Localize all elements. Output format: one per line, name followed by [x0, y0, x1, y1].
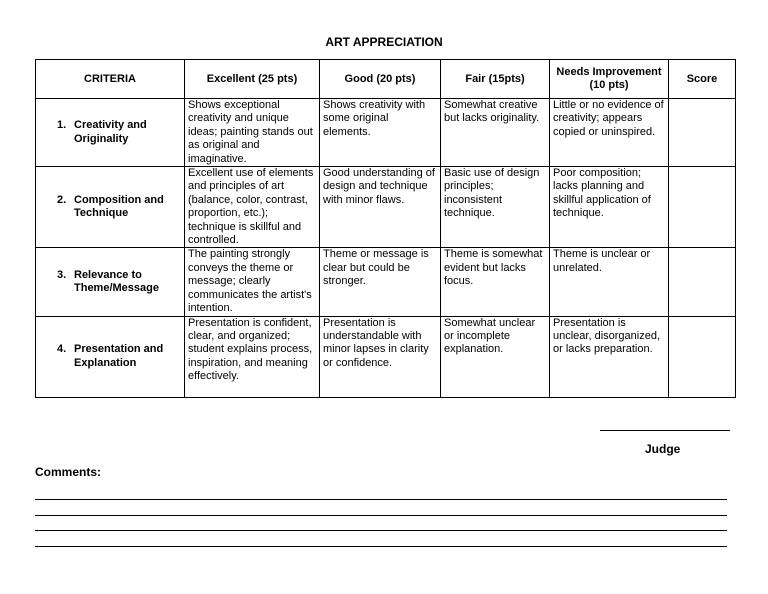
criteria-number: 1. — [57, 119, 67, 132]
judge-signature-line[interactable] — [600, 430, 730, 431]
fair-cell: Basic use of design principles; inconsistent technique. — [441, 167, 550, 248]
criteria-label: Creativity and Originality — [74, 119, 147, 145]
fair-cell: Somewhat creative but lacks originality. — [441, 99, 550, 167]
criteria-cell — [36, 316, 185, 397]
header-needs-improvement: Needs Improvement (10 pts) — [550, 60, 669, 99]
score-cell[interactable] — [669, 316, 736, 397]
header-fair: Fair (15pts) — [441, 60, 550, 99]
comment-line[interactable] — [35, 515, 727, 516]
criteria-cell — [36, 167, 185, 248]
needs-improvement-cell: Presentation is unclear, disorganized, or lacks preparation. — [550, 316, 669, 397]
comments-label: Comments: — [35, 465, 102, 479]
criteria-cell — [36, 99, 185, 167]
header-criteria: CRITERIA — [36, 60, 185, 99]
comment-line[interactable] — [35, 546, 727, 547]
fair-cell: Theme is somewhat evident but lacks focus. — [441, 248, 550, 316]
excellent-cell: Excellent use of elements and principles of art (balance, color, contrast, proportion, etc.); technique is skillful and controlled. — [185, 167, 320, 248]
table-row — [36, 99, 736, 167]
fair-cell: Somewhat unclear or incomplete explanation. — [441, 316, 550, 397]
header-row — [36, 60, 736, 99]
excellent-cell: The painting strongly conveys the theme or message; clearly communicates the artist's intention. — [185, 248, 320, 316]
good-cell: Presentation is understandable with minor lapses in clarity or confidence. — [320, 316, 441, 397]
score-cell[interactable] — [669, 248, 736, 316]
judge-label: Judge — [645, 442, 681, 456]
criteria-number: 3. — [57, 268, 67, 281]
table-row — [36, 248, 736, 316]
header-excellent: Excellent (25 pts) — [185, 60, 320, 99]
header-score: Score — [669, 60, 736, 99]
comment-line[interactable] — [35, 530, 727, 531]
document-title: ART APPRECIATION — [325, 35, 443, 49]
table-row — [36, 167, 736, 248]
criteria-number: 4. — [57, 343, 67, 356]
needs-improvement-cell: Little or no evidence of creativity; appears copied or uninspired. — [550, 99, 669, 167]
rubric-table — [35, 59, 736, 398]
criteria-number: 2. — [57, 193, 67, 206]
table-row — [36, 316, 736, 397]
criteria-label: Relevance to Theme/Message — [74, 268, 159, 294]
criteria-label: Presentation and Explanation — [74, 343, 164, 369]
good-cell: Shows creativity with some original elements. — [320, 99, 441, 167]
comment-line[interactable] — [35, 499, 727, 500]
score-cell[interactable] — [669, 167, 736, 248]
header-good: Good (20 pts) — [320, 60, 441, 99]
needs-improvement-cell: Theme is unclear or unrelated. — [550, 248, 669, 316]
criteria-cell — [36, 248, 185, 316]
needs-improvement-cell: Poor composition; lacks planning and skillful application of technique. — [550, 167, 669, 248]
good-cell: Theme or message is clear but could be stronger. — [320, 248, 441, 316]
criteria-label: Composition and Technique — [74, 193, 164, 220]
excellent-cell: Shows exceptional creativity and unique ideas; painting stands out as original and imaginative. — [185, 99, 320, 167]
good-cell: Good understanding of design and technique with minor flaws. — [320, 167, 441, 248]
score-cell[interactable] — [669, 99, 736, 167]
excellent-cell: Presentation is confident, clear, and organized; student explains process, inspiration, and meaning effectively. — [185, 316, 320, 397]
